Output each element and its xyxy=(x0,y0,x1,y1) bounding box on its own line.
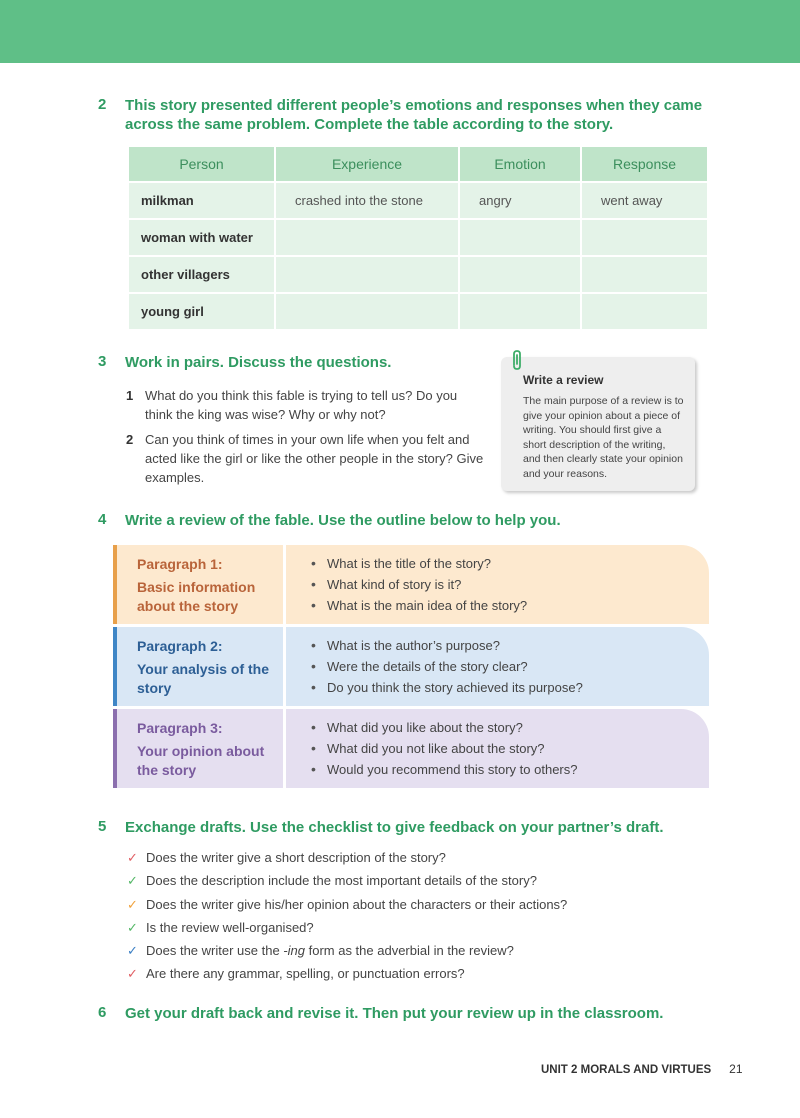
table-row xyxy=(129,294,707,329)
question-item xyxy=(126,386,486,424)
outline-point: • Were the details of the story clear? xyxy=(311,656,709,677)
outline-point: • Would you recommend this story to others? xyxy=(311,759,709,780)
header-experience: Experience xyxy=(276,147,458,181)
header-band xyxy=(0,0,800,63)
table-header-row xyxy=(129,147,707,181)
outline-heading: Paragraph 1: xyxy=(137,556,223,572)
outline-point: • Do you think the story achieved its purpose? xyxy=(311,677,709,698)
task-5-text: Exchange drafts. Use the checklist to give feedback on your partner’s draft. xyxy=(125,819,664,836)
cell-experience: crashed into the stone xyxy=(276,183,458,218)
cell-person: woman with water xyxy=(129,220,274,255)
outline-subheading: Your opinion about the story xyxy=(137,743,265,778)
question-number: 2 xyxy=(126,432,134,447)
check-icon: ✓ xyxy=(127,850,138,865)
cell-experience[interactable] xyxy=(276,257,458,292)
checklist-text: Does the description include the most important details of the story? xyxy=(146,873,537,889)
check-icon: ✓ xyxy=(127,919,138,935)
task-number: 3 xyxy=(98,353,107,370)
cell-emotion[interactable] xyxy=(460,257,580,292)
table-row xyxy=(129,220,707,255)
emotions-table xyxy=(127,145,709,331)
outline-point: • What is the main idea of the story? xyxy=(311,595,709,616)
cell-experience[interactable] xyxy=(276,294,458,329)
cell-response: went away xyxy=(582,183,707,218)
outline-subheading: Your analysis of the story xyxy=(137,661,269,696)
outline-point: • What did you not like about the story? xyxy=(311,738,709,759)
task-number: 2 xyxy=(98,96,107,113)
cell-response[interactable] xyxy=(582,294,707,329)
header-response: Response xyxy=(582,147,707,181)
task-3-text: Work in pairs. Discuss the questions. xyxy=(125,354,392,371)
task-6-text: Get your draft back and revise it. Then put your review up in the classroom. xyxy=(125,1005,664,1022)
check-icon: ✓ xyxy=(127,943,138,959)
outline-point: • What is the author’s purpose? xyxy=(311,635,709,656)
unit-title: UNIT 2 MORALS AND VIRTUES xyxy=(541,1064,712,1076)
checklist-item xyxy=(127,846,567,869)
check-icon: ✓ xyxy=(127,896,138,912)
outline-subheading: Basic information about the story xyxy=(137,579,256,614)
task-number: 5 xyxy=(98,818,107,835)
header-emotion: Emotion xyxy=(460,147,580,181)
outline-point: • What is the title of the story? xyxy=(311,553,709,574)
outline-heading: Paragraph 3: xyxy=(137,720,223,736)
task-number: 4 xyxy=(98,511,107,528)
check-icon: ✓ xyxy=(127,873,138,889)
checklist-text: Does the writer give a short description of the story? xyxy=(146,850,446,865)
question-number: 1 xyxy=(126,388,134,403)
task-2-line-1: This story presented different people’s emotions and responses when they came xyxy=(125,97,703,114)
question-item xyxy=(126,430,486,487)
header-person: Person xyxy=(129,147,274,181)
checklist-item xyxy=(127,893,567,916)
outline-heading: Paragraph 2: xyxy=(137,638,223,654)
task-4-text: Write a review of the fable. Use the outline below to help you. xyxy=(125,512,561,529)
question-text: Can you think of times in your own life when you felt and acted like the girl or like the other people in the story? Give examples. xyxy=(145,432,484,485)
cell-person: other villagers xyxy=(129,257,274,292)
checklist-text-post: form as the adverbial in the review? xyxy=(304,943,514,959)
check-icon: ✓ xyxy=(127,966,138,982)
discussion-questions xyxy=(126,386,486,493)
outline-row-paragraph-2 xyxy=(113,627,709,706)
tip-title: Write a review xyxy=(523,373,604,387)
review-outline xyxy=(113,545,709,791)
checklist-item xyxy=(127,962,567,985)
checklist-text: Are there any grammar, spelling, or punctuation errors? xyxy=(146,966,465,982)
outline-point: • What did you like about the story? xyxy=(311,717,709,738)
checklist-text-pre: Does the writer use the xyxy=(146,943,284,959)
checklist-item xyxy=(127,939,567,962)
outline-row-paragraph-1 xyxy=(113,545,709,624)
cell-experience[interactable] xyxy=(276,220,458,255)
checklist-text: Is the review well-organised? xyxy=(146,919,314,935)
cell-emotion: angry xyxy=(460,183,580,218)
tip-body: The main purpose of a review is to give your opinion about a piece of writing. You should first give a short description of the writing, and then clearly state your opinion and your reasons. xyxy=(523,395,684,480)
cell-person: young girl xyxy=(129,294,274,329)
page-footer xyxy=(541,1062,743,1076)
task-2-line-2: across the same problem. Complete the table according to the story. xyxy=(125,116,614,133)
feedback-checklist xyxy=(127,846,567,986)
tip-box xyxy=(501,357,695,491)
paperclip-icon xyxy=(509,349,525,371)
checklist-text-em: -ing xyxy=(283,943,305,959)
outline-point: • What kind of story is it? xyxy=(311,574,709,595)
checklist-item xyxy=(127,916,567,939)
cell-response[interactable] xyxy=(582,220,707,255)
question-text: What do you think this fable is trying to tell us? Do you think the king was wise? Why or why not? xyxy=(145,388,458,422)
checklist-item xyxy=(127,869,567,892)
table-row xyxy=(129,257,707,292)
page-number: 21 xyxy=(729,1062,743,1076)
checklist-text: Does the writer give his/her opinion about the characters or their actions? xyxy=(146,896,568,912)
cell-emotion[interactable] xyxy=(460,294,580,329)
task-number: 6 xyxy=(98,1004,107,1021)
outline-row-paragraph-3 xyxy=(113,709,709,788)
cell-response[interactable] xyxy=(582,257,707,292)
cell-person: milkman xyxy=(129,183,274,218)
table-row xyxy=(129,183,707,218)
cell-emotion[interactable] xyxy=(460,220,580,255)
